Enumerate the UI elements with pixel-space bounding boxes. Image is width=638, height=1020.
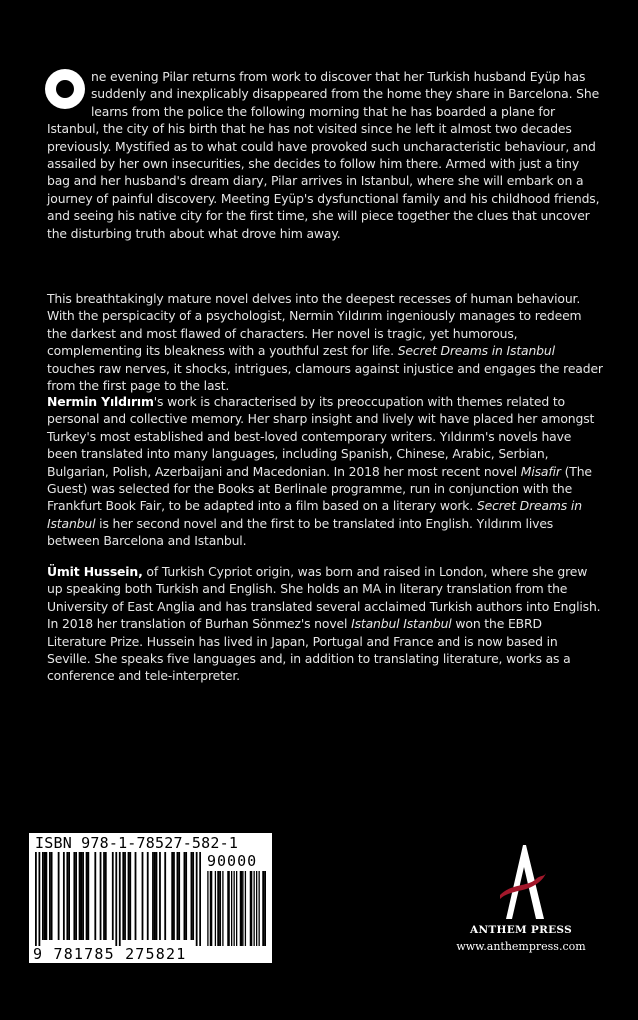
barcode-bar xyxy=(147,852,149,940)
addon-bar xyxy=(265,871,266,946)
addon-bar xyxy=(211,871,212,946)
addon-bar xyxy=(234,871,235,946)
barcode-bar xyxy=(103,852,105,940)
addon-bar xyxy=(229,871,230,946)
barcode-bar xyxy=(80,852,82,940)
translator-name: Ümit Hussein, xyxy=(47,564,143,579)
barcode-bar xyxy=(185,852,187,940)
barcode-bar xyxy=(79,852,81,940)
addon-bar xyxy=(219,871,220,946)
barcode-bar xyxy=(94,852,96,940)
addon-bar xyxy=(259,871,260,946)
author-bio xyxy=(47,393,603,550)
barcode-bar xyxy=(45,852,47,940)
barcode-bar xyxy=(115,852,117,946)
translator-bio-text-b: won the EBRD Literature Prize. Hussein has lived in Japan, Portugal and France and is now based in Seville. She speaks five languages and, in addition to translating literature, works as a conference and tele-interpreter. xyxy=(47,616,571,684)
isbn-label: ISBN 978-1-78527-582-1 xyxy=(35,834,239,852)
addon-bar xyxy=(262,871,263,946)
barcode-bar xyxy=(159,852,161,940)
addon-bar xyxy=(254,871,255,946)
barcode-bar xyxy=(68,852,70,940)
author-book-2: Secret Dreams in Istanbul xyxy=(47,498,582,531)
anthem-press-logo-icon xyxy=(498,843,548,923)
author-name: Nermin Yıldırım xyxy=(47,394,154,409)
barcode-bar xyxy=(75,852,77,940)
author-bio-text-a: 's work is characterised by its preoccupation with themes related to personal and collective memory. Her sharp insight and lively wit have placed her amongst Turkey's most established and best-loved contemporary writers. Yıldırım's novels have been translated into many languages, including Spanish, Chinese, Arabic, Serbian, Bulgarian, Polish, Azerbaijani and Macedonian. In 2018 her most recent novel xyxy=(47,394,595,479)
addon-bar xyxy=(256,871,257,946)
dropcap-o xyxy=(45,69,85,109)
barcode-bar xyxy=(38,852,40,946)
author-bio-text-c: is her second novel and the first to be translated into English. Yıldırım lives between Barcelona and Istanbul. xyxy=(47,515,554,549)
addon-bar xyxy=(217,871,218,946)
barcode-bar xyxy=(100,852,102,940)
barcode-bar xyxy=(196,852,198,946)
barcode-bar xyxy=(191,852,193,940)
barcode-bar xyxy=(184,852,186,940)
barcode-bar xyxy=(86,852,88,940)
isbn-barcode xyxy=(29,833,272,963)
addon-bars xyxy=(206,871,266,946)
barcode-bar xyxy=(128,852,130,940)
barcode-bar xyxy=(156,852,158,940)
addon-bar xyxy=(251,871,252,946)
barcode-bar xyxy=(171,852,173,940)
price-code: 90000 xyxy=(207,852,258,870)
translator-book: Istanbul Istanbul xyxy=(351,616,452,632)
barcode-bar xyxy=(122,852,124,940)
barcode-bar xyxy=(66,852,68,940)
barcode-bar xyxy=(152,852,154,940)
addon-bar xyxy=(245,871,246,946)
barcode-bar xyxy=(44,852,46,940)
barcode-bar xyxy=(177,852,179,940)
author-book-1: Misafir xyxy=(520,463,561,479)
barcode-bar xyxy=(173,852,175,940)
barcode-bar xyxy=(124,852,126,940)
barcode-bar xyxy=(82,852,84,940)
barcode-bar xyxy=(35,852,37,946)
barcode-bar xyxy=(142,852,144,940)
barcode-bar xyxy=(49,852,51,940)
barcode-bar xyxy=(63,852,65,940)
addon-bar xyxy=(236,871,237,946)
addon-bar xyxy=(242,871,243,946)
barcode-bar xyxy=(51,852,53,940)
addon-bar xyxy=(241,871,242,946)
blurb-text-1: ne evening Pilar returns from work to discover that her Turkish husband Eyüp has suddenly and inexplicably disappeared from the home they share in Barcelona. She learns from the police the following morning that he has boarded a plane for Istanbul, the city of his birth that he has not visited since he left it almost two decades previously. Mystified as to what could have provoked such uncharacteristic behaviour, and assailed by her own insecurities, she decides to follow him there. Armed with just a tiny bag and her husband's dream diary, Pilar arrives in Istanbul, where she will embark on a journey of painful discovery. Meeting Eyüp's dysfunctional family and his childhood friends, and seeing his native city for the first time, she will piece together the clues that uncover the disturbing truth about what drove him away. xyxy=(47,69,600,241)
author-bio-text-b: (The Guest) was selected for the Books at Berlinale programme, run in conjunction with the Frankfurt Book Fair, to be adapted into a film based on a literary work. xyxy=(47,463,592,514)
book-title-italic: Secret Dreams in Istanbul xyxy=(397,343,555,359)
barcode-bar xyxy=(87,852,89,940)
barcode-bar xyxy=(105,852,107,940)
barcode-bar xyxy=(119,852,121,946)
addon-bar xyxy=(250,871,251,946)
translator-bio xyxy=(47,563,603,685)
barcode-bar xyxy=(112,852,114,940)
addon-bar xyxy=(215,871,216,946)
barcode-bar xyxy=(154,852,156,940)
publisher-name: ANTHEM PRESS xyxy=(470,924,572,936)
translator-bio-text-a: of Turkish Cypriot origin, was born and raised in London, where she grew up speaking both Turkish and English. She holds an MA in literary translation from the University of East Anglia and has translated several acclaimed Turkish authors into English. In 2018 her translation of Burhan Sönmez's novel xyxy=(47,564,601,632)
ean-digits: 9 781785 275821 xyxy=(33,945,187,963)
addon-bar xyxy=(207,871,208,946)
blurb-paragraph-1 xyxy=(47,68,603,242)
blurb-text-2b: touches raw nerves, it shocks, intrigues, clamours against injustice and engages the reader from the first page to the last. xyxy=(47,360,603,394)
addon-bar xyxy=(264,871,265,946)
blurb-text-2a: This breathtakingly mature novel delves into the deepest recesses of human behaviour. With the perspicacity of a psychologist, Nermin Yıldırım ingeniously manages to redeem the darkest and most flawed of characters. Her novel is tragic, yet humorous, complementing its bleakness with a youthful zest for life. xyxy=(47,291,582,359)
barcode-bar xyxy=(58,852,60,940)
publisher-url: www.anthempress.com xyxy=(456,940,586,953)
barcode-bar xyxy=(135,852,137,940)
addon-bar xyxy=(240,871,241,946)
barcode-bar xyxy=(192,852,194,940)
barcode-bar xyxy=(178,852,180,940)
addon-bar xyxy=(227,871,228,946)
blurb-paragraph-2 xyxy=(47,290,603,394)
barcode-bar xyxy=(73,852,75,940)
barcode-bar xyxy=(42,852,44,940)
addon-bar xyxy=(210,871,211,946)
barcode-bar xyxy=(129,852,131,940)
addon-bar xyxy=(222,871,223,946)
addon-bar xyxy=(220,871,221,946)
ean13-bars xyxy=(35,852,201,946)
barcode-bar xyxy=(199,852,201,946)
barcode-bar xyxy=(164,852,166,940)
addon-bar xyxy=(231,871,232,946)
